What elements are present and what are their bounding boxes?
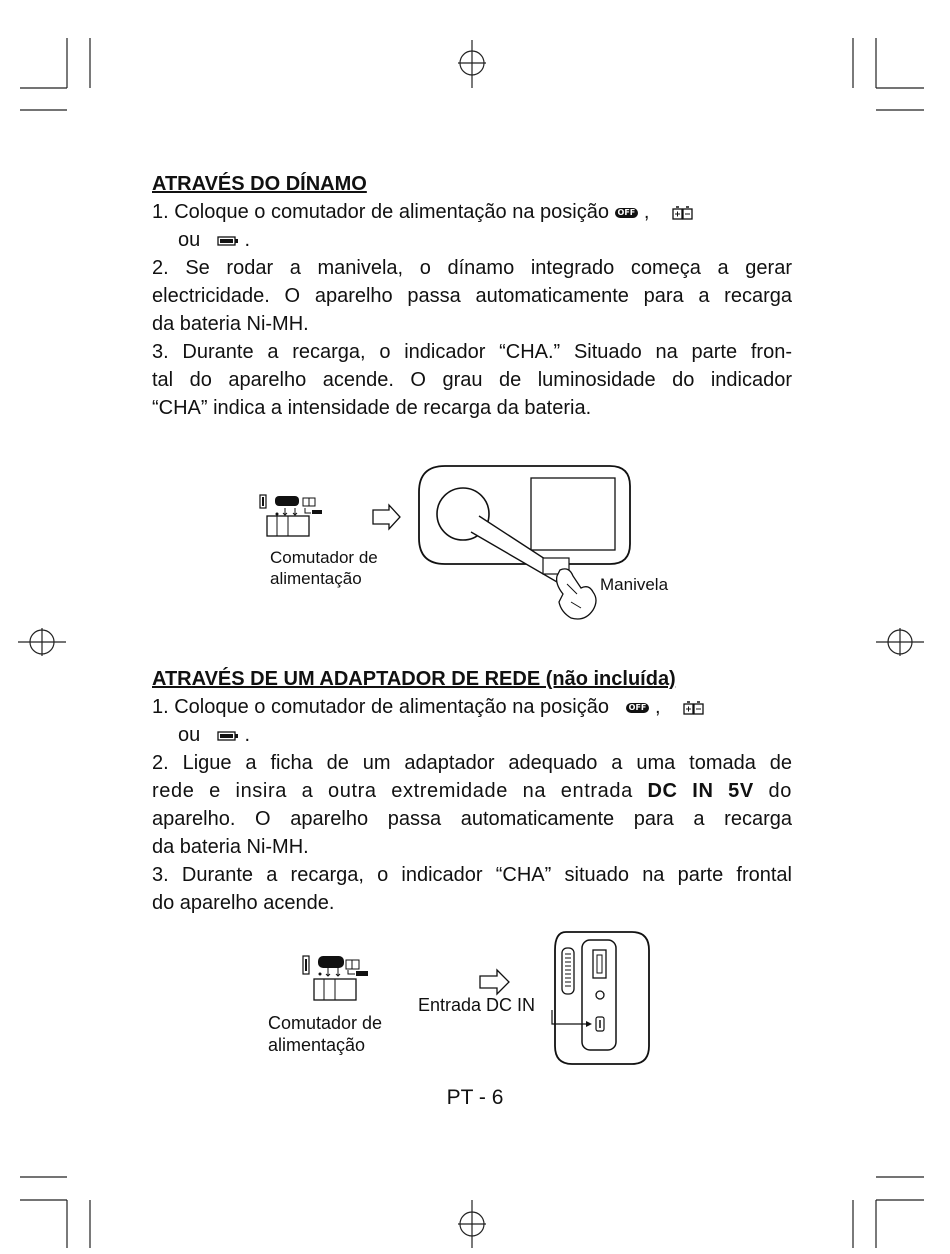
step-2-line: da bateria Ni-MH.: [152, 836, 309, 858]
battery-pack-icon: [683, 701, 705, 715]
off-position-icon: OFF: [615, 199, 639, 227]
battery-pack-icon: [672, 206, 694, 220]
step-1-text: 1. Coloque o comutador de alimentação na posição: [152, 201, 609, 223]
separator: ,: [643, 201, 650, 223]
step-1-continued: [152, 226, 792, 254]
step-1-line: [152, 198, 792, 226]
adapter-figure: [260, 928, 660, 1068]
step-3-line: “CHA” indica a intensidade de recarga da bateria.: [152, 397, 592, 419]
or-text: ou: [178, 724, 201, 746]
step-2-line: 2. Ligue a ficha de um adaptador adequado a uma tomada de: [152, 752, 792, 774]
step-2-line: aparelho. O aparelho passa automaticamente para a recarga: [152, 808, 792, 830]
step-2-line: 2. Se rodar a manivela, o dínamo integrado começa a gerar: [152, 257, 792, 279]
step-3-line: do aparelho acende.: [152, 892, 335, 914]
or-text: ou: [178, 229, 201, 251]
switch-label: Comutador de alimentação: [270, 548, 378, 588]
end-dot: .: [244, 229, 251, 251]
step-1-line: [152, 693, 792, 721]
end-dot: .: [244, 724, 251, 746]
step-2-line: rede e insira a outra extremidade na entrada DC IN 5V do: [152, 780, 792, 802]
section-adapter: [152, 665, 792, 917]
dynamo-illustration: [255, 462, 675, 627]
dynamo-figure: [255, 462, 675, 627]
step-1-continued: [152, 721, 792, 749]
step-2-line: da bateria Ni-MH.: [152, 313, 309, 335]
dc-in-spec: DC IN 5V: [647, 780, 754, 802]
off-position-icon: OFF: [626, 694, 650, 722]
crank-label: Manivela: [600, 575, 669, 594]
section-dynamo: [152, 170, 792, 422]
step-3-line: 3. Durante a recarga, o indicador “CHA” situado na parte frontal: [152, 864, 792, 886]
separator: ,: [654, 696, 661, 718]
dc-in-label: Entrada DC IN: [418, 995, 536, 1015]
page-number: PT - 6: [446, 1086, 504, 1109]
section-heading: ATRAVÉS DE UM ADAPTADOR DE REDE (não incluída): [152, 668, 676, 690]
rechargeable-battery-icon: [217, 236, 239, 246]
section-heading: ATRAVÉS DO DÍNAMO: [152, 173, 367, 195]
rechargeable-battery-icon: [217, 731, 239, 741]
step-3-line: tal do aparelho acende. O grau de luminosidade do indicador: [152, 369, 792, 391]
switch-label: Comutador de alimentação: [268, 1013, 383, 1055]
step-3-line: 3. Durante a recarga, o indicador “CHA.” Situado na parte fron-: [152, 341, 792, 363]
step-1-text: 1. Coloque o comutador de alimentação na posição: [152, 696, 609, 718]
step-2-line: electricidade. O aparelho passa automaticamente para a recarga: [152, 285, 792, 307]
